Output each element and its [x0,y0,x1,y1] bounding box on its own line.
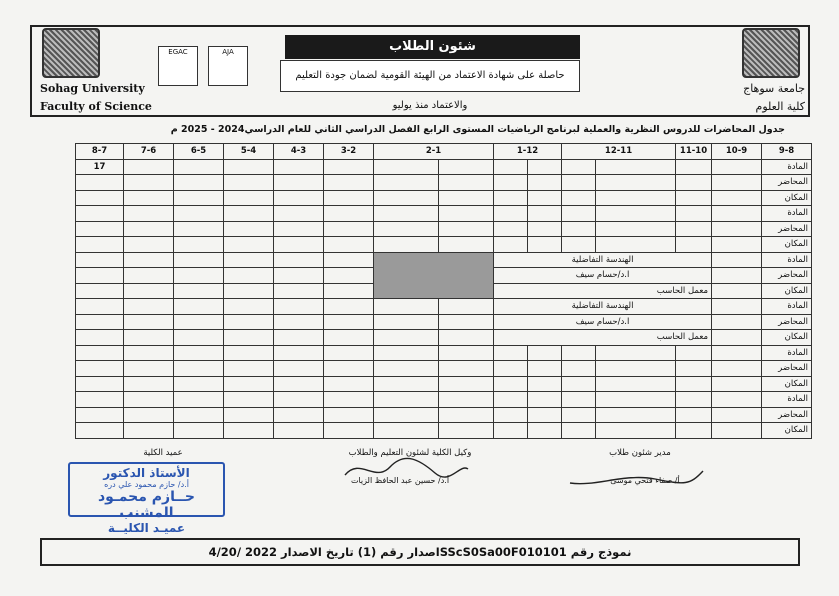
schedule-table [75,143,812,439]
schedule-cell [324,252,374,268]
schedule-cell [124,345,174,361]
schedule-cell [374,159,439,175]
blocked-slot [374,252,494,299]
schedule-cell [439,376,494,392]
schedule-cell [76,299,124,315]
row-label: المكان [762,423,812,439]
egac-badge: EGAC [158,46,198,86]
schedule-cell [596,361,676,377]
schedule-cell [224,268,274,284]
schedule-cell [224,283,274,299]
schedule-cell [562,361,596,377]
schedule-cell [124,159,174,175]
schedule-cell [712,345,762,361]
schedule-cell [562,206,596,222]
schedule-cell [76,206,124,222]
schedule-cell [274,314,324,330]
schedule-cell [562,190,596,206]
stray-value-cell: 17 [76,159,124,175]
course-place-cell: معمل الحاسب [494,330,712,346]
university-logo-right [742,28,800,78]
schedule-cell [274,345,324,361]
schedule-cell [174,159,224,175]
schedule-cell [712,252,762,268]
schedule-cell [712,330,762,346]
schedule-cell [439,330,494,346]
schedule-cell [374,190,439,206]
schedule-cell [224,190,274,206]
schedule-cell [124,252,174,268]
schedule-cell [562,237,596,253]
schedule-cell [712,376,762,392]
stamp-line-3: حــازم محمـود المشنب [97,489,195,521]
row-label: المحاضر [762,221,812,237]
schedule-cell [528,361,562,377]
schedule-cell [224,330,274,346]
schedule-cell [374,314,439,330]
time-header-row [76,144,812,160]
schedule-cell [676,407,712,423]
vice-dean-signature [340,455,470,485]
schedule-cell [124,330,174,346]
schedule-cell [596,159,676,175]
banner-title: شئون الطلاب [285,35,580,59]
schedule-cell [124,283,174,299]
schedule-cell [374,237,439,253]
schedule-cell [439,299,494,315]
schedule-cell [274,361,324,377]
schedule-cell [124,423,174,439]
schedule-cell [712,283,762,299]
schedule-cell [274,221,324,237]
schedule-cell [224,423,274,439]
schedule-cell [374,345,439,361]
schedule-cell [712,268,762,284]
schedule-cell [76,190,124,206]
schedule-cell [274,330,324,346]
schedule-cell [439,314,494,330]
schedule-caption: جدول المحاضرات للدروس النظرية والعملية لبرنامج الرياضيات المستوى الرابع الفصل الدراسي الثاني للعام الدراسي2024 - 2025 م [170,124,785,135]
schedule-cell [124,407,174,423]
schedule-cell [76,252,124,268]
schedule-cell [676,206,712,222]
schedule-cell [274,268,324,284]
schedule-row [76,221,812,237]
form-footer: نموذج رقم SScS0Sa00F010101اصدار رقم (1) تاريخ الاصدار 2022 /4/20 [40,538,800,566]
schedule-cell [596,392,676,408]
schedule-cell [174,314,224,330]
schedule-cell [596,376,676,392]
schedule-cell [562,159,596,175]
schedule-cell [596,423,676,439]
schedule-cell [324,376,374,392]
row-label: المكان [762,330,812,346]
schedule-cell [439,159,494,175]
schedule-cell [374,376,439,392]
schedule-cell [676,361,712,377]
schedule-cell [528,345,562,361]
schedule-cell [494,221,528,237]
schedule-cell [676,345,712,361]
schedule-cell [494,376,528,392]
schedule-cell [174,283,224,299]
schedule-row [76,345,812,361]
time-4-3: 4-3 [274,144,324,160]
schedule-cell [76,283,124,299]
schedule-cell [224,206,274,222]
time-3-2: 3-2 [324,144,374,160]
schedule-cell [174,175,224,191]
schedule-cell [76,314,124,330]
schedule-cell [374,206,439,222]
schedule-cell [274,206,324,222]
schedule-cell [324,159,374,175]
schedule-cell [76,392,124,408]
schedule-cell [224,299,274,315]
schedule-row [76,330,812,346]
schedule-cell [274,190,324,206]
schedule-cell [174,407,224,423]
schedule-cell [676,159,712,175]
schedule-cell [224,376,274,392]
schedule-row [76,237,812,253]
row-label: المحاضر [762,268,812,284]
schedule-cell [712,407,762,423]
schedule-cell [174,299,224,315]
schedule-cell [124,268,174,284]
schedule-cell [712,423,762,439]
schedule-cell [528,190,562,206]
schedule-row [76,252,812,268]
time-7-6: 7-6 [124,144,174,160]
schedule-cell [76,407,124,423]
schedule-cell [274,376,324,392]
schedule-cell [712,361,762,377]
schedule-cell [439,175,494,191]
schedule-cell [528,175,562,191]
row-label: المكان [762,283,812,299]
vice-dean-title: وكيل الكلية لشئون التعليم والطلاب [348,448,472,458]
schedule-cell [76,330,124,346]
course-course-cell: الهندسة التفاضلية [494,252,712,268]
course-lecturer-cell: ا.د/حسام سيف [494,268,712,284]
schedule-cell [324,361,374,377]
schedule-cell [224,345,274,361]
schedule-cell [76,423,124,439]
schedule-cell [494,392,528,408]
university-name-en: Sohag University [40,82,145,95]
schedule-cell [712,237,762,253]
schedule-cell [712,392,762,408]
schedule-cell [174,190,224,206]
schedule-cell [76,221,124,237]
schedule-cell [274,159,324,175]
schedule-cell [596,345,676,361]
schedule-cell [124,299,174,315]
schedule-cell [324,206,374,222]
faculty-name-ar: كلية العلوم [755,100,805,113]
schedule-cell [528,407,562,423]
row-label: المادة [762,159,812,175]
row-label: المحاضر [762,175,812,191]
schedule-cell [124,376,174,392]
schedule-cell [494,190,528,206]
schedule-cell [562,221,596,237]
schedule-cell [174,206,224,222]
schedule-cell [374,330,439,346]
schedule-cell [324,175,374,191]
schedule-cell [439,392,494,408]
schedule-cell [439,345,494,361]
schedule-cell [174,221,224,237]
schedule-cell [124,237,174,253]
schedule-cell [174,423,224,439]
schedule-cell [712,175,762,191]
faculty-name-en: Faculty of Science [40,100,152,113]
accreditation-note: حاصلة على شهادة الاعتماد من الهيئة القومية لضمان جودة التعليم والاعتماد منذ يوليو [280,60,580,92]
schedule-cell [274,283,324,299]
schedule-cell [324,237,374,253]
schedule-cell [712,190,762,206]
time-10-9: 10-9 [712,144,762,160]
schedule-cell [274,392,324,408]
schedule-cell [528,206,562,222]
schedule-cell [562,392,596,408]
stamp-line-4: عميـد الكليــة [107,521,186,535]
schedule-cell [224,361,274,377]
schedule-cell [274,423,324,439]
schedule-row [76,206,812,222]
schedule-cell [439,206,494,222]
schedule-cell [676,376,712,392]
schedule-cell [712,221,762,237]
schedule-cell [439,190,494,206]
schedule-cell [324,299,374,315]
schedule-cell [324,283,374,299]
schedule-cell [676,392,712,408]
schedule-cell [324,268,374,284]
schedule-cell [439,361,494,377]
schedule-cell [124,206,174,222]
time-12-11: 12-11 [562,144,676,160]
schedule-cell [562,423,596,439]
schedule-cell [494,361,528,377]
schedule-cell [494,345,528,361]
schedule-cell [274,237,324,253]
schedule-cell [124,175,174,191]
schedule-cell [224,407,274,423]
schedule-row [76,392,812,408]
schedule-cell [374,175,439,191]
schedule-cell [324,330,374,346]
schedule-cell [124,314,174,330]
row-label: المادة [762,252,812,268]
schedule-cell [174,345,224,361]
schedule-cell [562,175,596,191]
schedule-row [76,314,812,330]
schedule-cell [596,407,676,423]
schedule-cell [224,159,274,175]
schedule-cell [676,237,712,253]
schedule-cell [494,159,528,175]
schedule-cell [562,376,596,392]
time-2-1: 2-1 [374,144,494,160]
schedule-cell [76,361,124,377]
schedule-cell [274,252,324,268]
time-11-10: 11-10 [676,144,712,160]
student-affairs-title: مدير شئون طلاب [609,448,671,458]
course-place-cell: معمل الحاسب [494,283,712,299]
schedule-cell [596,175,676,191]
schedule-cell [124,190,174,206]
schedule-row [76,407,812,423]
schedule-cell [439,237,494,253]
schedule-cell [224,252,274,268]
schedule-cell [528,159,562,175]
schedule-cell [374,299,439,315]
student-affairs-signature [565,465,705,490]
stamp-line-2: أ.د/ حازم محمود علي دره [104,480,189,489]
schedule-cell [274,175,324,191]
schedule-cell [76,237,124,253]
schedule-cell [76,376,124,392]
schedule-cell [562,345,596,361]
schedule-cell [374,423,439,439]
schedule-cell [76,175,124,191]
schedule-cell [76,345,124,361]
course-lecturer-cell: ا.د/حسام سيف [494,314,712,330]
schedule-cell [528,376,562,392]
schedule-cell [224,175,274,191]
stamp-line-1: الأستاذ الدكتور [103,466,190,480]
time-8-7: 8-7 [76,144,124,160]
vice-dean-name: أ.د/ حسين عبد الحافظ الزيات [350,476,450,485]
schedule-cell [274,299,324,315]
row-label: المكان [762,376,812,392]
schedule-cell [712,299,762,315]
row-label: المكان [762,237,812,253]
schedule-cell [374,407,439,423]
schedule-cell [324,423,374,439]
schedule-cell [676,175,712,191]
schedule-row [76,175,812,191]
schedule-cell [174,252,224,268]
aja-badge: AJA [208,46,248,86]
schedule-cell [562,407,596,423]
schedule-cell [494,407,528,423]
schedule-cell [712,159,762,175]
schedule-cell [494,175,528,191]
schedule-cell [76,268,124,284]
schedule-row [76,423,812,439]
student-affairs-name: أ/ صفاء فتحي موسى [610,476,680,485]
schedule-cell [712,206,762,222]
time-6-5: 6-5 [174,144,224,160]
row-label: المادة [762,345,812,361]
schedule-cell [494,423,528,439]
schedule-cell [124,221,174,237]
schedule-row [76,159,812,175]
schedule-cell [324,190,374,206]
schedule-cell [439,423,494,439]
schedule-cell [174,361,224,377]
row-label: المادة [762,299,812,315]
schedule-cell [439,407,494,423]
row-label: المكان [762,190,812,206]
time-1-12: 1-12 [494,144,562,160]
dean-title: عميد الكلية [143,448,183,458]
schedule-cell [596,237,676,253]
schedule-cell [528,392,562,408]
time-9-8: 9-8 [762,144,812,160]
row-label: المادة [762,206,812,222]
schedule-cell [224,314,274,330]
schedule-cell [224,221,274,237]
schedule-cell [374,221,439,237]
schedule-cell [439,221,494,237]
schedule-cell [676,221,712,237]
schedule-cell [124,361,174,377]
schedule-cell [174,237,224,253]
schedule-cell [374,392,439,408]
schedule-cell [596,190,676,206]
schedule-cell [174,376,224,392]
row-label: المادة [762,392,812,408]
schedule-cell [174,268,224,284]
schedule-cell [712,314,762,330]
schedule-cell [676,423,712,439]
schedule-cell [224,392,274,408]
time-5-4: 5-4 [224,144,274,160]
university-logo-left [42,28,100,78]
course-course-cell: الهندسة التفاضلية [494,299,712,315]
row-label: المحاضر [762,407,812,423]
schedule-cell [596,206,676,222]
schedule-cell [374,361,439,377]
schedule-cell [174,392,224,408]
schedule-cell [528,237,562,253]
schedule-cell [324,345,374,361]
schedule-cell [274,407,324,423]
schedule-cell [528,221,562,237]
university-name-ar: جامعة سوهاج [743,82,805,95]
schedule-cell [224,237,274,253]
schedule-row [76,361,812,377]
schedule-cell [324,221,374,237]
row-label: المحاضر [762,314,812,330]
schedule-row [76,376,812,392]
schedule-cell [324,314,374,330]
schedule-cell [174,330,224,346]
schedule-cell [494,206,528,222]
row-label: المحاضر [762,361,812,377]
schedule-cell [324,392,374,408]
schedule-row [76,299,812,315]
schedule-cell [494,237,528,253]
schedule-cell [528,423,562,439]
schedule-cell [324,407,374,423]
schedule-row [76,190,812,206]
schedule-cell [596,221,676,237]
schedule-cell [124,392,174,408]
schedule-cell [676,190,712,206]
dean-stamp [68,462,225,535]
